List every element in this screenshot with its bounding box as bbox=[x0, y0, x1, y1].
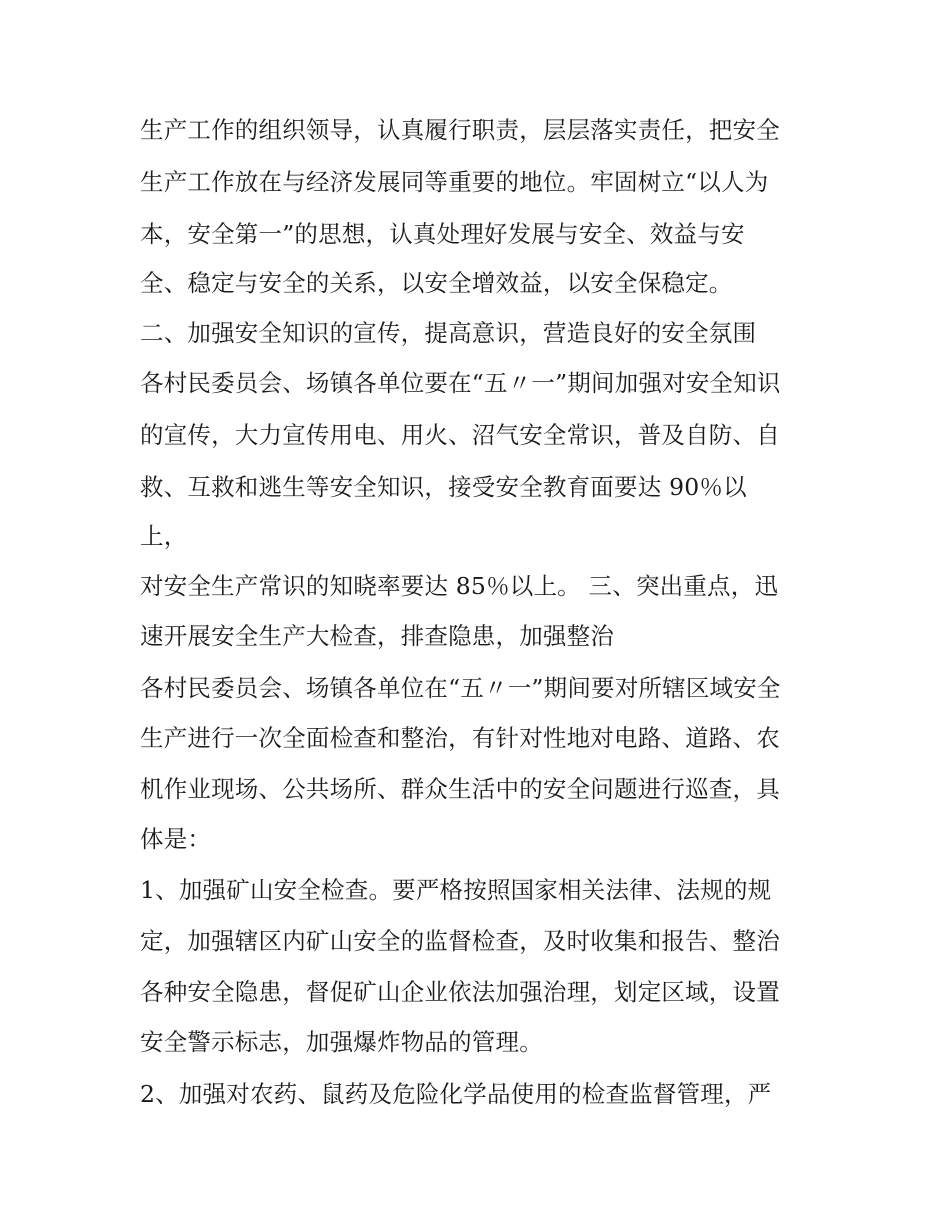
text-line: 定，加强辖区内矿山安全的监督检查，及时收集和报告、整治 bbox=[140, 927, 780, 955]
text-line: 各村民委员会、场镇各单位在“五〃一”期间要对所辖区域安全 bbox=[140, 674, 781, 702]
text-line: 救、互救和逃生等安全知识，接受安全教育面要达 90％以 bbox=[140, 473, 747, 501]
text-line: 各村民委员会、场镇各单位要在“五〃一”期间加强对安全知识 bbox=[140, 369, 781, 397]
text-line: 对安全生产常识的知晓率要达 85％以上。 三、突出重点，迅 bbox=[140, 572, 779, 600]
text-line: 全、稳定与安全的关系，以安全增效益，以安全保稳定。 bbox=[140, 269, 733, 297]
text-line: 安全警示标志，加强爆炸物品的管理。 bbox=[140, 1028, 543, 1056]
text-line: 本，安全第一”的思想，认真处理好发展与安全、效益与安 bbox=[140, 220, 745, 248]
text-line: 各种安全隐患，督促矿山企业依法加强治理，划定区域，设置 bbox=[140, 978, 780, 1006]
section-heading: 二、加强安全知识的宣传，提高意识，营造良好的安全氛围 bbox=[140, 319, 757, 347]
list-item: 2、加强对农药、鼠药及危险化学品使用的检查监督管理，严 bbox=[140, 1080, 772, 1108]
text-line: 上， bbox=[140, 522, 188, 550]
text-line: 机作业现场、公共场所、群众生活中的安全问题进行巡查，具 bbox=[140, 775, 780, 803]
text-line: 速开展安全生产大检查，排查隐患，加强整治 bbox=[140, 622, 614, 650]
list-item: 1、加强矿山安全检查。要严格按照国家相关法律、法规的规 bbox=[140, 876, 772, 904]
text-line: 生产进行一次全面检查和整治，有针对性地对电路、道路、农 bbox=[140, 724, 780, 752]
text-line: 生产工作放在与经济发展同等重要的地位。牢固树立“以人为 bbox=[140, 168, 769, 196]
text-line: 的宣传，大力宣传用电、用火、沼气安全常识，普及自防、自 bbox=[140, 421, 780, 449]
text-line: 生产工作的组织领导，认真履行职责，层层落实责任，把安全 bbox=[140, 116, 780, 144]
text-line: 体是： bbox=[140, 825, 212, 853]
